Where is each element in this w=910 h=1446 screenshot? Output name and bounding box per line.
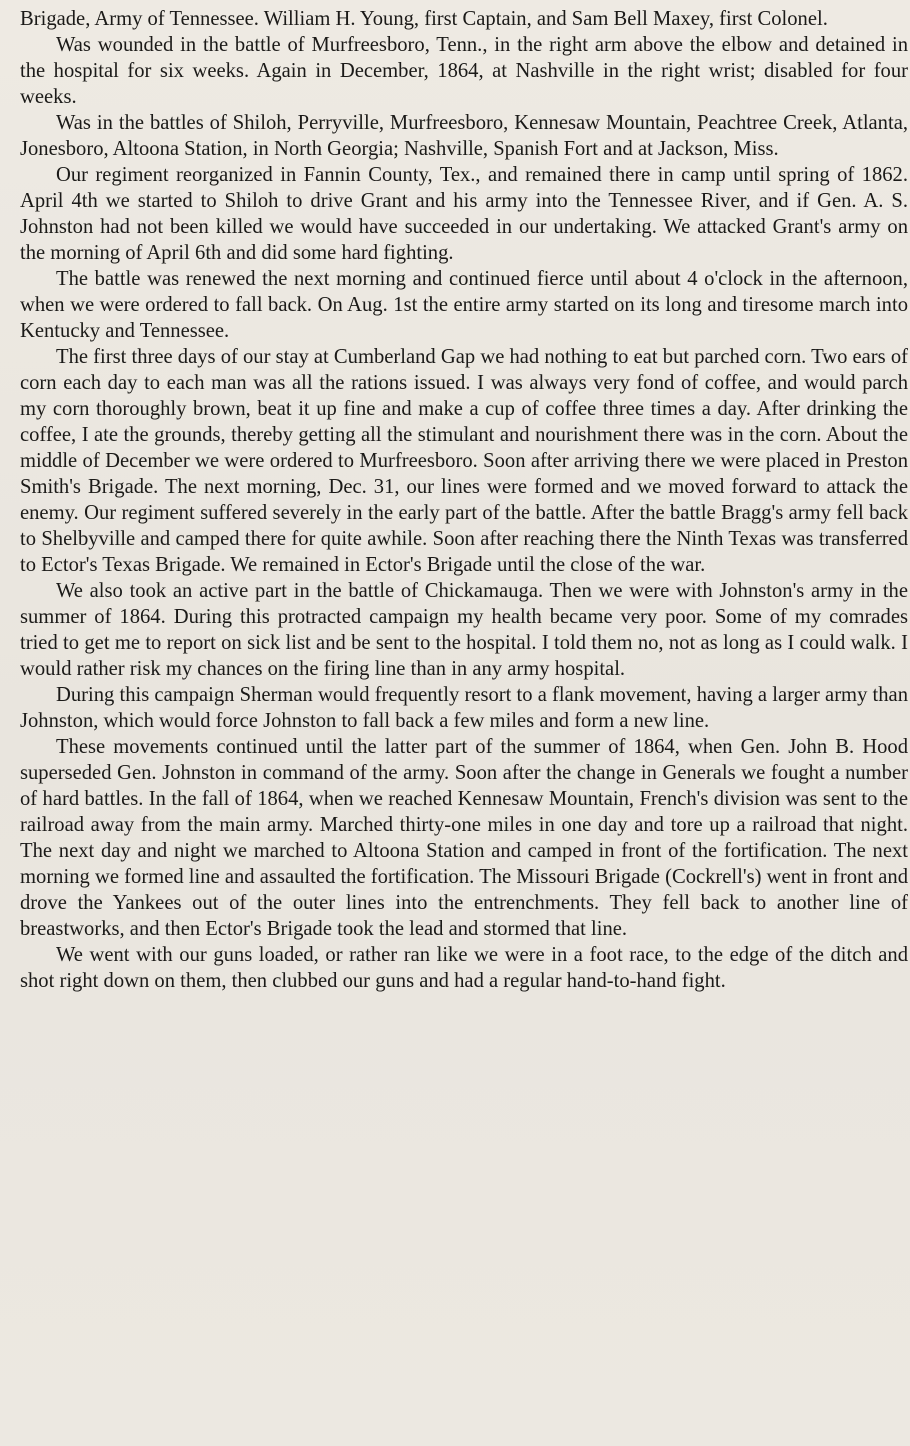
body-text	[20, 6, 908, 994]
paragraph: The battle was renewed the next morning and continued fierce until about 4 o'clock in the afternoon, when we were ordered to fall back. On Aug. 1st the entire army started on its long and tiresome march into Kentucky and Tennessee.	[20, 268, 908, 342]
paragraph: During this campaign Sherman would frequently resort to a flank movement, having a larger army than Johnston, which would force Johnston to fall back a few miles and form a new line.	[20, 684, 908, 732]
paragraph: We went with our guns loaded, or rather ran like we were in a foot race, to the edge of the ditch and shot right down on them, then clubbed our guns and had a regular hand-to-hand fight.	[20, 944, 908, 992]
paragraph: Was in the battles of Shiloh, Perryville, Murfreesboro, Kennesaw Mountain, Peachtree Creek, Atlanta, Jonesboro, Altoona Station, in North Georgia; Nashville, Spanish Fort and at Jackson, Miss.	[20, 112, 908, 160]
paragraph: Brigade, Army of Tennessee. William H. Young, first Captain, and Sam Bell Maxey, first Colonel.	[20, 8, 828, 30]
paragraph: The first three days of our stay at Cumberland Gap we had nothing to eat but parched corn. Two ears of corn each day to each man was all the rations issued. I was always very fond of coffee, and would parch my corn thoroughly brown, beat it up fine and make a cup of coffee three times a day. After drinking the coffee, I ate the grounds, thereby getting all the stimulant and nourishment there was in the corn. About the middle of December we were ordered to Murfreesboro. Soon after arriving there we were placed in Preston Smith's Brigade. The next morning, Dec. 31, our lines were formed and we moved forward to attack the enemy. Our regiment suffered severely in the early part of the battle. After the battle Bragg's army fell back to Shelbyville and camped there for quite awhile. Soon after reaching there the Ninth Texas was transferred to Ector's Texas Brigade. We remained in Ector's Brigade until the close of the war.	[20, 346, 908, 576]
paragraph: Was wounded in the battle of Murfreesboro, Tenn., in the right arm above the elbow and detained in the hospital for six weeks. Again in December, 1864, at Nashville in the right wrist; disabled for four weeks.	[20, 34, 908, 108]
paragraph: Our regiment reorganized in Fannin County, Tex., and remained there in camp until spring of 1862. April 4th we started to Shiloh to drive Grant and his army into the Tennessee River, and if Gen. A. S. Johnston had not been killed we would have succeeded in our undertaking. We attacked Grant's army on the morning of April 6th and did some hard fighting.	[20, 164, 908, 264]
paragraph: We also took an active part in the battle of Chickamauga. Then we were with Johnston's army in the summer of 1864. During this protracted campaign my health became very poor. Some of my comrades tried to get me to report on sick list and be sent to the hospital. I told them no, not as long as I could walk. I would rather risk my chances on the firing line than in any army hospital.	[20, 580, 908, 680]
paragraph: These movements continued until the latter part of the summer of 1864, when Gen. John B. Hood superseded Gen. Johnston in command of the army. Soon after the change in Generals we fought a number of hard battles. In the fall of 1864, when we reached Kennesaw Mountain, French's division was sent to the railroad away from the main army. Marched thirty-one miles in one day and tore up a railroad that night. The next day and night we marched to Altoona Station and camped in front of the fortification. The next morning we formed line and assaulted the fortification. The Missouri Brigade (Cockrell's) went in front and drove the Yankees out of the outer lines into the entrenchments. They fell back to another line of breastworks, and then Ector's Brigade took the lead and stormed that line.	[20, 736, 908, 940]
